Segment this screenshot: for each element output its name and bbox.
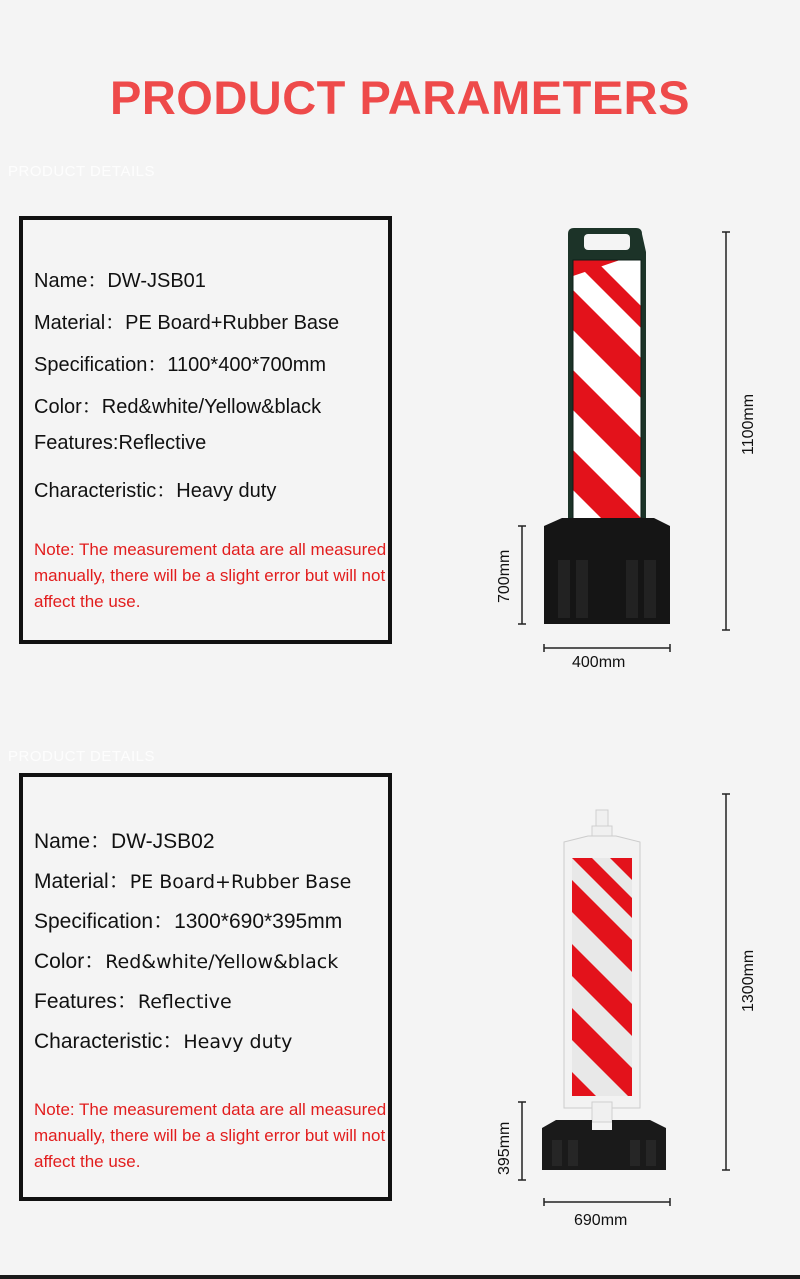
height-label: 1300mm <box>740 949 757 1012</box>
spec-row-features <box>34 432 206 455</box>
spec-row-specification <box>34 348 326 377</box>
spec-label: Characteristic： <box>34 1030 184 1053</box>
spec-label: Features： <box>34 990 138 1013</box>
spec-value: 1300*690*395mm <box>174 910 343 933</box>
spec-row-material <box>34 306 339 335</box>
spec-value: Reflective <box>118 432 207 454</box>
page-title: PRODUCT PARAMETERS <box>110 71 690 124</box>
spec-row-characteristic <box>34 474 276 503</box>
height-label: 1100mm <box>740 393 757 455</box>
section-watermark: PRODUCT DETAILS <box>8 163 155 180</box>
base-height-label: 395mm <box>496 1121 513 1175</box>
measurement-note: Note: The measurement data are all measured manually, there will be a slight error but will not affect the use. <box>34 540 387 611</box>
spec-row-color <box>34 390 321 419</box>
spec-label: Material： <box>34 870 130 893</box>
spec-box-1 <box>19 216 392 644</box>
spec-label: Color： <box>34 950 106 973</box>
spec-row-name <box>34 825 215 855</box>
width-label: 690mm <box>574 1212 628 1229</box>
spec-row-name <box>34 264 206 293</box>
spec-value: DW-JSB02 <box>111 830 215 853</box>
spec-box-2 <box>19 773 392 1201</box>
spec-value: Heavy duty <box>183 1031 293 1053</box>
bottom-divider <box>0 1275 800 1279</box>
spec-row-characteristic <box>34 1025 292 1055</box>
spec-label: Material： <box>34 312 126 334</box>
spec-row-specification <box>34 905 342 935</box>
spec-value: Heavy duty <box>176 480 277 502</box>
spec-value: PE Board+Rubber Base <box>125 312 340 334</box>
base-height-label: 700mm <box>496 549 513 603</box>
spec-row-color <box>34 945 338 975</box>
section-watermark: PRODUCT DETAILS <box>8 748 155 765</box>
barricade-figure-2 <box>480 790 780 1240</box>
spec-row-features <box>34 985 232 1015</box>
spec-label: Name： <box>34 270 108 292</box>
barricade-figure-1 <box>480 220 780 680</box>
spec-value: DW-JSB01 <box>107 270 206 292</box>
spec-value: Red&white/Yellow&black <box>101 396 322 418</box>
width-label: 400mm <box>572 654 626 671</box>
spec-value: Red&white/Yellow&black <box>105 951 339 973</box>
measurement-note: Note: The measurement data are all measured manually, there will be a slight error but will not affect the use. <box>34 1100 387 1171</box>
spec-label: Name： <box>34 830 112 853</box>
spec-value: 1100*400*700mm <box>167 354 327 376</box>
spec-value: Reflective <box>137 991 232 1013</box>
spec-row-material <box>34 865 351 895</box>
spec-label: Characteristic： <box>34 480 177 502</box>
spec-label: Specification： <box>34 354 168 376</box>
spec-label: Specification： <box>34 910 175 933</box>
spec-value: PE Board+Rubber Base <box>129 871 352 893</box>
spec-label: Features: <box>34 432 119 454</box>
reflective-stripes <box>573 260 641 558</box>
spec-label: Color： <box>34 396 102 418</box>
board-handle <box>584 234 630 250</box>
